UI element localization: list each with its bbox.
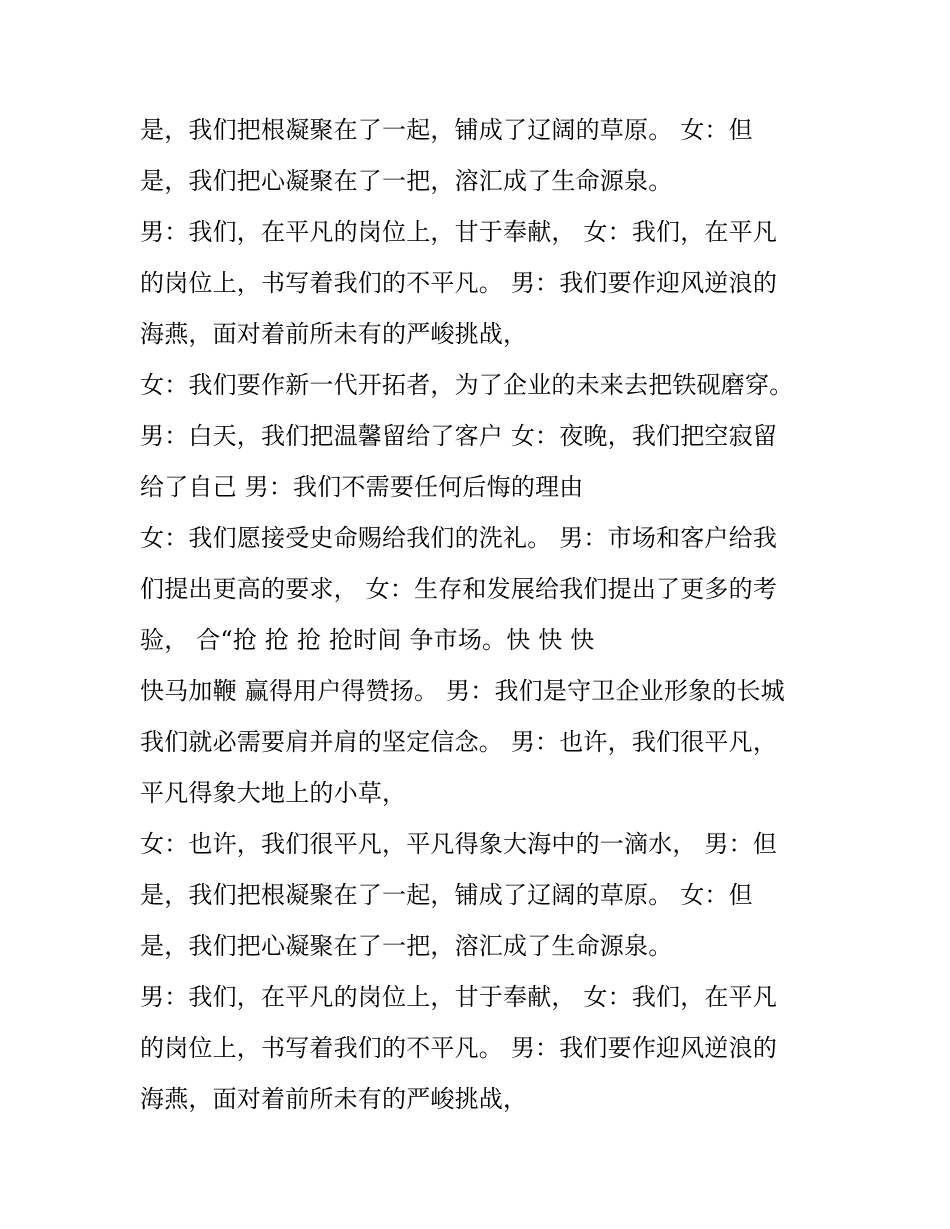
- text-line: 是，我们把心凝聚在了一把，溶汇成了生命源泉。: [140, 167, 673, 195]
- text-line: 验， 合“抢 抢 抢 抢时间 争市场。快 快 快: [140, 626, 595, 654]
- text-line: 我们就必需要肩并肩的坚定信念。 男：也许，我们很平凡，: [140, 728, 778, 756]
- text-line: 男：白天，我们把温馨留给了客户 女：夜晚，我们把空寂留: [140, 422, 778, 450]
- text-line: 男：我们，在平凡的岗位上，甘于奉献， 女：我们，在平凡: [140, 983, 778, 1011]
- text-line: 海燕，面对着前所未有的严峻挑战，: [140, 320, 528, 348]
- text-line: 是，我们把心凝聚在了一把，溶汇成了生命源泉。: [140, 932, 673, 960]
- text-line: 海燕，面对着前所未有的严峻挑战，: [140, 1085, 528, 1113]
- text-line: 是，我们把根凝聚在了一起，铺成了辽阔的草原。 女：但: [140, 116, 753, 144]
- text-line: 女：也许，我们很平凡，平凡得象大海中的一滴水， 男：但: [140, 830, 778, 858]
- text-line: 的岗位上，书写着我们的不平凡。 男：我们要作迎风逆浪的: [140, 269, 778, 297]
- text-line: 平凡得象大地上的小草，: [140, 779, 407, 807]
- body-text: [140, 105, 820, 1125]
- text-line: 的岗位上，书写着我们的不平凡。 男：我们要作迎风逆浪的: [140, 1034, 778, 1062]
- text-line: 们提出更高的要求， 女：生存和发展给我们提出了更多的考: [140, 575, 778, 603]
- text-line: 快马加鞭 赢得用户得赞扬。 男：我们是守卫企业形象的长城: [140, 677, 785, 705]
- text-line: 男：我们，在平凡的岗位上，甘于奉献， 女：我们，在平凡: [140, 218, 778, 246]
- text-line: 女：我们愿接受史命赐给我们的洗礼。 男：市场和客户给我: [140, 524, 778, 552]
- text-line: 给了自己 男：我们不需要任何后悔的理由: [140, 473, 584, 501]
- text-line: 女：我们要作新一代开拓者，为了企业的未来去把铁砚磨穿。: [140, 371, 794, 399]
- text-line: 是，我们把根凝聚在了一起，铺成了辽阔的草原。 女：但: [140, 881, 753, 909]
